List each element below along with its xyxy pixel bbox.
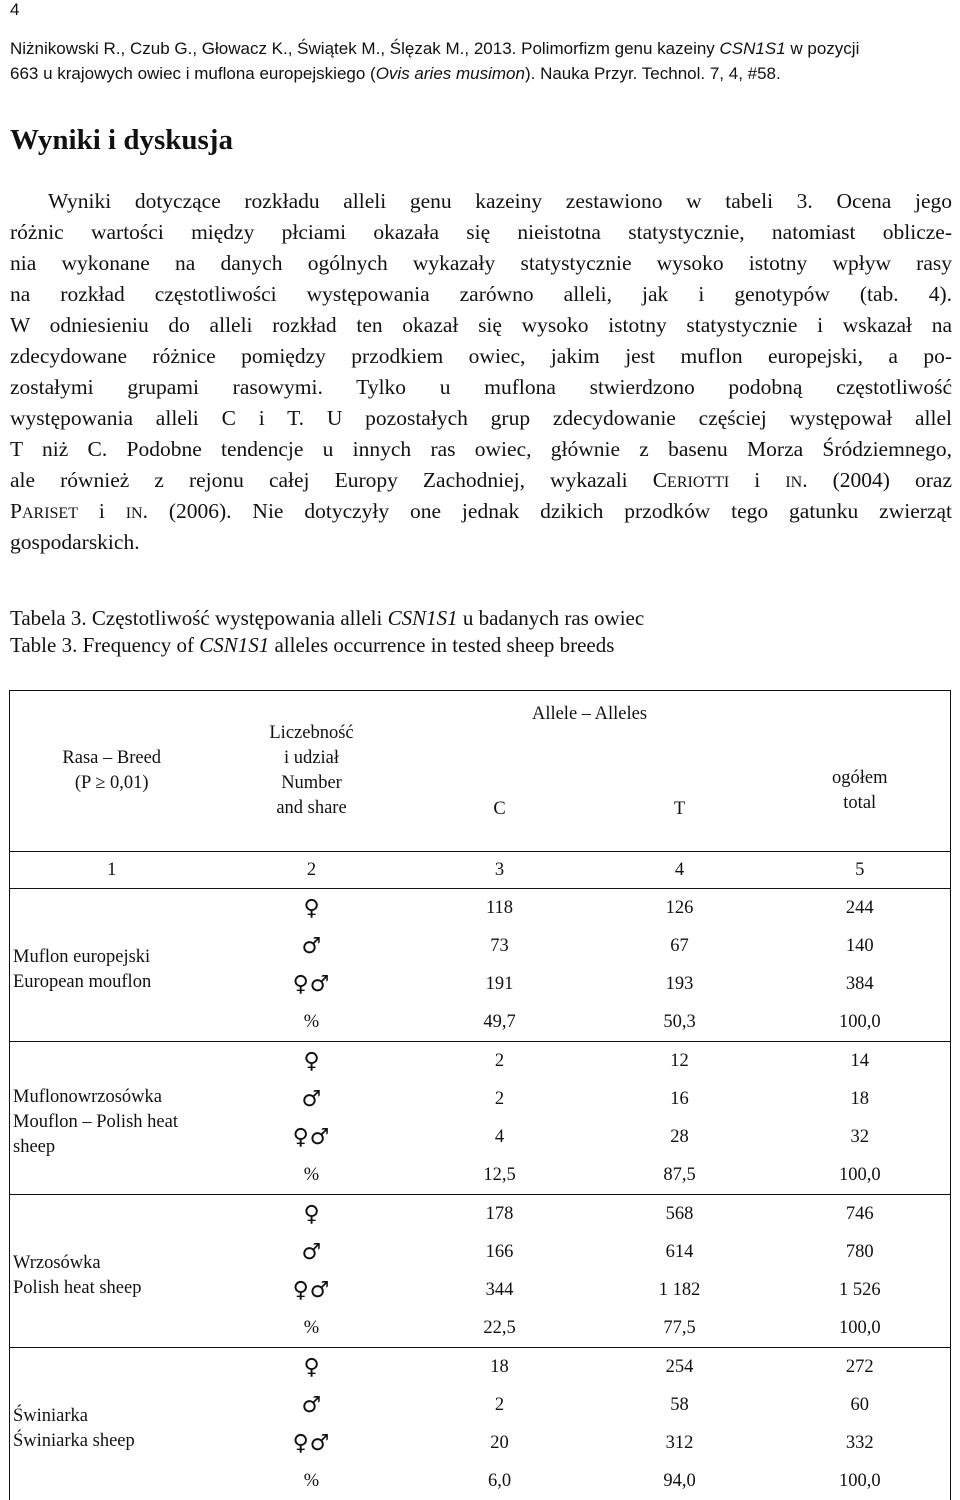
paragraph-line: T niż C. Podobne tendencje u innych ras owiec, głównie z basenu Morza Śródziemnego, [10,434,952,465]
allele-t-value: 50,3 [590,1003,770,1042]
author-initial: P [10,499,22,523]
allele-t-value: 193 [590,965,770,1003]
female-symbol: ♀ [214,889,410,928]
gene-name: CSN1S1 [720,39,786,58]
table-row [10,1195,951,1234]
header-text: (P ≥ 0,01) [10,771,214,796]
allele-t-value: 16 [590,1080,770,1118]
citation [10,36,950,86]
male-symbol: ♂ [214,1233,410,1271]
header-text: ogółem [770,766,951,791]
et-al-smallcaps: IN [785,474,802,491]
citation-line-1 [10,36,950,61]
header-allele-t: T [590,737,770,852]
male-symbol: ♂ [214,927,410,965]
female-symbol: ♀ [214,1042,410,1081]
header-alleles: Allele – Alleles [410,691,770,738]
allele-t-value: 58 [590,1386,770,1424]
breed-name: European mouflon [13,970,214,995]
column-number: 1 [10,852,214,889]
citation-text: Niżnikowski R., Czub G., Głowacz K., Świątek M., Ślęzak M., 2013. Polimorfizm genu kazeiny [10,39,720,58]
total-value: 18 [770,1080,951,1118]
total-value: 100,0 [770,1462,951,1500]
breed-name: sheep [13,1135,214,1160]
column-number: 2 [214,852,410,889]
total-value: 100,0 [770,1309,951,1348]
both-sexes-symbol: ♀♂ [214,1271,410,1309]
paragraph-line [10,496,952,527]
allele-c-value: 2 [410,1042,590,1081]
allele-t-value: 87,5 [590,1156,770,1195]
total-value: 244 [770,889,951,928]
allele-t-value: 568 [590,1195,770,1234]
paragraph-line: gospodarskich. [10,527,952,558]
allele-t-value: 28 [590,1118,770,1156]
table-row [10,1348,951,1387]
paragraph-line [10,465,952,496]
citation-text: w pozycji [786,39,860,58]
allele-t-value: 254 [590,1348,770,1387]
percent-symbol: % [214,1309,410,1348]
total-value: 140 [770,927,951,965]
column-number: 3 [410,852,590,889]
total-value: 384 [770,965,951,1003]
allele-c-value: 6,0 [410,1462,590,1500]
total-value: 100,0 [770,1156,951,1195]
table-row [10,1042,951,1081]
female-symbol: ♀ [214,1348,410,1387]
allele-c-value: 178 [410,1195,590,1234]
total-value: 746 [770,1195,951,1234]
gene-name: CSN1S1 [199,633,269,657]
paragraph-text: . (2004) oraz [802,468,952,492]
allele-t-value: 614 [590,1233,770,1271]
paragraph-line: W odniesieniu do alleli rozkład ten okazał się wysoko istotny statystycznie i wskazał na [10,310,952,341]
header-breed [10,691,214,852]
allele-c-value: 20 [410,1424,590,1462]
header-count [214,691,410,852]
paragraph-line: różnic wartości między płciami okazała się nieistotna statystycznie, natomiast oblicze- [10,217,952,248]
author-smallcaps: ARISET [22,505,78,522]
both-sexes-symbol: ♀♂ [214,965,410,1003]
total-value: 1 526 [770,1271,951,1309]
total-value: 272 [770,1348,951,1387]
percent-symbol: % [214,1462,410,1500]
table-row [10,889,951,928]
total-value: 14 [770,1042,951,1081]
citation-line-2 [10,61,950,86]
citation-text: 663 u krajowych owiec i muflona europejskiego ( [10,64,376,83]
allele-c-value: 49,7 [410,1003,590,1042]
et-al-smallcaps: IN [126,505,143,522]
paragraph-line: na rozkład częstotliwości występowania zarówno alleli, jak i genotypów (tab. 4). [10,279,952,310]
allele-t-value: 94,0 [590,1462,770,1500]
table-caption-en [10,631,950,659]
header-text: Number [214,771,410,796]
breed-cell [10,889,214,1042]
caption-text: Table 3. Frequency of [10,633,199,657]
total-value: 100,0 [770,1003,951,1042]
column-number-row [10,852,951,889]
allele-c-value: 118 [410,889,590,928]
caption-text: u badanych ras owiec [458,606,645,630]
allele-c-value: 2 [410,1080,590,1118]
breed-name: Muflon europejski [13,945,214,970]
page-number: 4 [10,0,19,20]
caption-text: Tabela 3. Częstotliwość występowania alleli [10,606,388,630]
paragraph-text: ale również z rejonu całej Europy Zachodniej, wykazali [10,468,653,492]
both-sexes-symbol: ♀♂ [214,1424,410,1462]
female-symbol: ♀ [214,1195,410,1234]
breed-name: Świniarka sheep [13,1429,214,1454]
breed-cell [10,1042,214,1195]
column-number: 5 [770,852,951,889]
allele-c-value: 2 [410,1386,590,1424]
header-text: Rasa – Breed [10,746,214,771]
paragraph-text: . (2006). Nie dotyczyły one jednak dzikich przodków tego gatunku zwierząt [143,499,952,523]
species-name: Ovis aries musimon [376,64,525,83]
gene-name: CSN1S1 [388,606,458,630]
male-symbol: ♂ [214,1386,410,1424]
allele-t-value: 126 [590,889,770,928]
column-number: 4 [590,852,770,889]
citation-text: ). Nauka Przyr. Technol. 7, 4, #58. [525,64,781,83]
caption-text: alleles occurrence in tested sheep breeds [269,633,614,657]
percent-symbol: % [214,1156,410,1195]
breed-cell [10,1348,214,1500]
results-paragraph [10,186,952,558]
breed-name: Świniarka [13,1404,214,1429]
allele-c-value: 166 [410,1233,590,1271]
percent-symbol: % [214,1003,410,1042]
header-text: i udział [214,746,410,771]
section-title: Wyniki i dyskusja [10,122,233,158]
allele-c-value: 22,5 [410,1309,590,1348]
header-text: and share [214,796,410,821]
paragraph-line: nia wykonane na danych ogólnych wykazały statystycznie wysoko istotny wpływ rasy [10,248,952,279]
header-text: Liczebność [214,721,410,746]
male-symbol: ♂ [214,1080,410,1118]
header-text: total [770,791,951,816]
table-caption-pl [10,604,950,632]
author-initial: C [653,468,667,492]
allele-t-value: 312 [590,1424,770,1462]
header-allele-c: C [410,737,590,852]
header-total [770,691,951,852]
allele-c-value: 12,5 [410,1156,590,1195]
allele-c-value: 4 [410,1118,590,1156]
paragraph-text: i [729,468,785,492]
allele-c-value: 191 [410,965,590,1003]
total-value: 32 [770,1118,951,1156]
breed-cell [10,1195,214,1348]
allele-frequency-table [9,690,951,1500]
total-value: 780 [770,1233,951,1271]
allele-c-value: 73 [410,927,590,965]
breed-name: Wrzosówka [13,1251,214,1276]
breed-name: Mouflon – Polish heat [13,1110,214,1135]
allele-t-value: 77,5 [590,1309,770,1348]
author-smallcaps: ERIOTTI [667,474,729,491]
paragraph-line: zostałymi grupami rasowymi. Tylko u muflona stwierdzono podobną częstotliwość [10,372,952,403]
both-sexes-symbol: ♀♂ [214,1118,410,1156]
paragraph-text: i [78,499,126,523]
allele-c-value: 18 [410,1348,590,1387]
allele-t-value: 67 [590,927,770,965]
allele-t-value: 1 182 [590,1271,770,1309]
total-value: 332 [770,1424,951,1462]
breed-name: Muflonowrzosówka [13,1085,214,1110]
allele-c-value: 344 [410,1271,590,1309]
paragraph-line: zdecydowane różnice pomiędzy przodkiem owiec, jakim jest muflon europejski, a po- [10,341,952,372]
total-value: 60 [770,1386,951,1424]
paragraph-line: występowania alleli C i T. U pozostałych grup zdecydowanie częściej występował allel [10,403,952,434]
allele-t-value: 12 [590,1042,770,1081]
breed-name: Polish heat sheep [13,1276,214,1301]
paragraph-line: Wyniki dotyczące rozkładu alleli genu kazeiny zestawiono w tabeli 3. Ocena jego [10,186,952,217]
